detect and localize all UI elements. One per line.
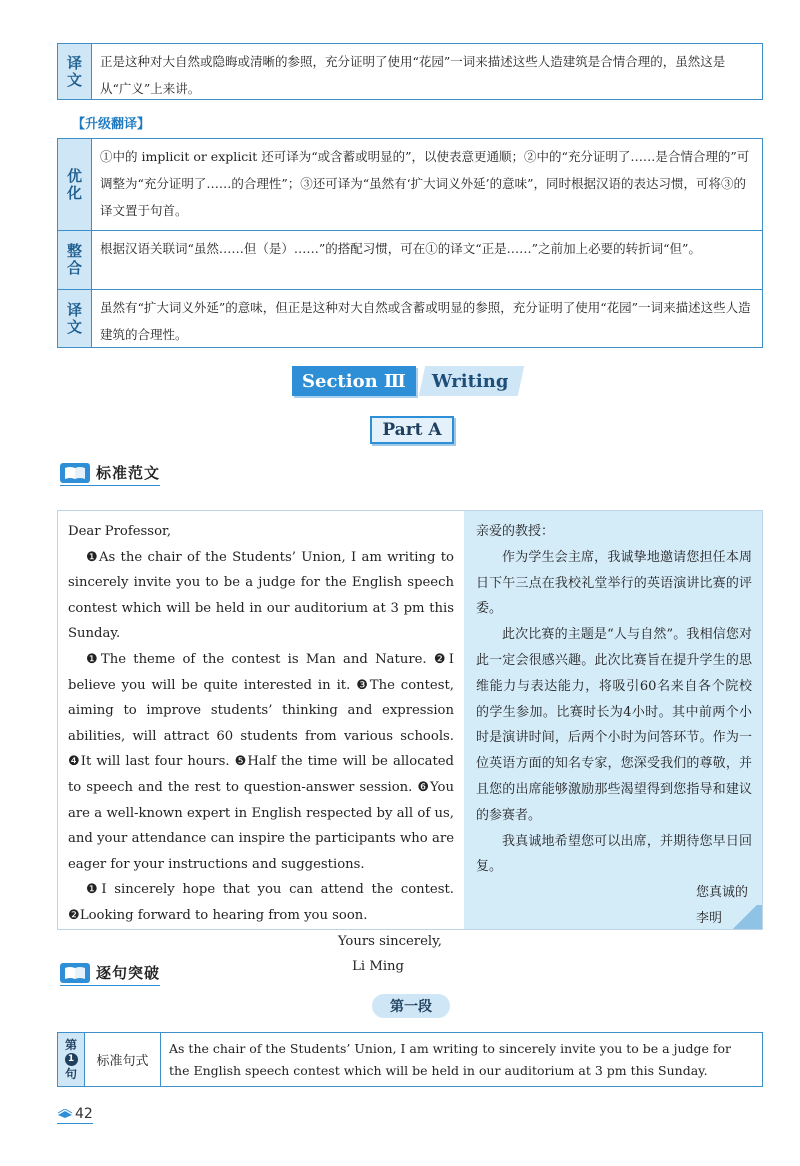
closing: 您真诚的 <box>695 885 748 901</box>
paragraph-2: ❶The theme of the contest is Man and Nature. ❷I believe you will be quite interested in it. ❸The contest, aiming to improve students’ thinking and expression abilities, will attract 60 students from various schools. ❹It will last four hours. ❺Half the time will be allocated to speech and the rest to question-answer session. ❻You are a well-known expert in English respected by all of us, and your attendance can inspire the participants who are eager for your instructions and suggestions. <box>68 651 454 872</box>
row-label: 整合 <box>58 231 92 289</box>
translation-row <box>58 44 762 99</box>
sentence-label: 第 1 句 <box>58 1033 85 1086</box>
heading-title: 逐句突破 <box>96 964 161 982</box>
integrate-text: 根据汉语关联词“虽然……但（是）……”的搭配习惯，可在①的译文“正是……”之前加上必要的转折词“但”。 <box>100 241 701 256</box>
translation-text: 正是这种对大自然或隐晦或清晰的参照，充分证明了使用“花园”一词来描述这些人造建筑是合情合理的，虽然这是从“广义”上来讲。 <box>100 54 726 96</box>
paragraph-3: ❶I sincerely hope that you can attend the contest. ❷Looking forward to hearing from you soon. <box>68 882 454 923</box>
salutation: 亲爱的教授： <box>476 524 555 539</box>
page-number: 42 <box>57 1106 93 1124</box>
signature: 李明 <box>695 910 722 926</box>
section-title: Writing <box>419 366 524 396</box>
upgrade-translation-table <box>57 138 763 348</box>
essay-chinese <box>464 511 762 929</box>
paragraph-1: ❶As the chair of the Students’ Union, I am writing to sincerely invite you to be a judge for the English speech contest which will be held in our auditorium at 3 pm this Sunday. <box>68 549 454 642</box>
salutation: Dear Professor, <box>68 524 172 539</box>
upgrade-translation-tag: 【升级翻译】 <box>72 117 151 132</box>
row-label: 译文 <box>58 44 92 99</box>
book-stack-icon <box>57 1109 73 1119</box>
heading-title: 标准范文 <box>96 464 161 482</box>
sentence-table <box>57 1032 763 1087</box>
final-translation-text: 虽然有“扩大词义外延”的意味，但正是这种对大自然或含蓄或明显的参照，充分证明了使用“花园”一词来描述这些人造建筑的合理性。 <box>100 300 751 342</box>
row-label: 译文 <box>58 290 92 347</box>
paragraph-1: 作为学生会主席，我诚挚地邀请您担任本周日下午三点在我校礼堂举行的英语演讲比赛的评委。 <box>476 549 752 617</box>
signature: Li Ming <box>352 959 404 975</box>
page-fold-decoration <box>728 905 762 929</box>
paragraph-title: 第一段 <box>372 994 450 1018</box>
top-translation-table <box>57 43 763 100</box>
section-number: Section Ⅲ <box>292 366 416 396</box>
paragraph-3: 我真诚地希望您可以出席，并期待您早日回复。 <box>476 833 752 875</box>
book-icon <box>60 463 90 483</box>
section-banner <box>292 366 520 396</box>
sentence-type: 标准句式 <box>85 1033 161 1086</box>
optimize-text: ①中的 implicit or explicit 还可译为“或含蓄或明显的”，以使表意更通顺；②中的“充分证明了……是合情合理的”可调整为“充分证明了……的合理性”；③还可译为“虽然有‘扩大词义外延’的意味”，同时根据汉语的表达习惯，可将③的译文置于句首。 <box>100 149 750 218</box>
part-label: Part A <box>370 416 454 444</box>
row-label: 优化 <box>58 139 92 230</box>
optimize-row <box>58 139 762 230</box>
closing: Yours sincerely, <box>337 933 442 949</box>
sentence-breakthrough-heading <box>60 962 160 986</box>
book-icon <box>60 963 90 983</box>
final-translation-row <box>58 289 762 347</box>
integrate-row <box>58 230 762 289</box>
sentence-text: As the chair of the Students’ Union, I am writing to sincerely invite you to be a judge for the English speech contest which will be held in our auditorium at 3 pm this Sunday. <box>169 1041 732 1078</box>
sentence-number: 1 <box>65 1053 78 1066</box>
paragraph-2: 此次比赛的主题是“人与自然”。我相信您对此一定会很感兴趣。此次比赛旨在提升学生的思维能力与表达能力，将吸引60名来自各个院校的学生参加。比赛时长为4小时。其中前两个小时是演讲时间，后两个小时为问答环节。作为一位英语方面的知名专家，您深受我们的尊敬，并且您的出席能够激励那些渴望得到您指导和建议的参赛者。 <box>476 627 752 823</box>
model-essay-heading <box>60 462 160 486</box>
